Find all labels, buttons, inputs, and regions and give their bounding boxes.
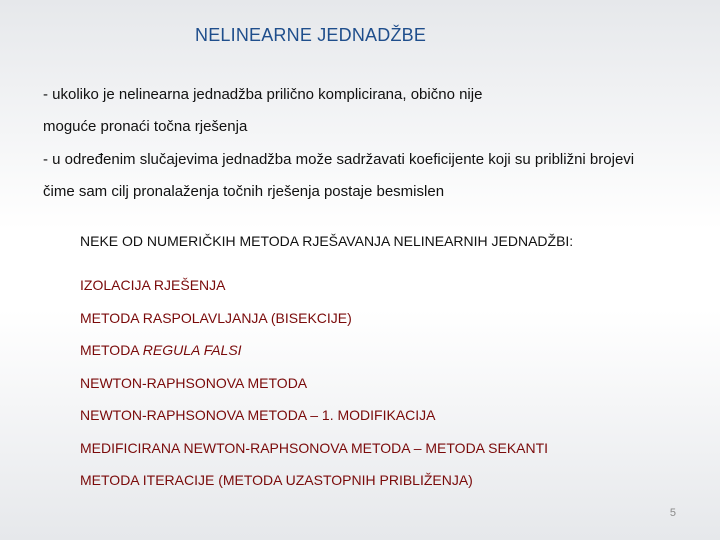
intro-line-1: - ukoliko je nelinearna jednadžba prilično komplicirana, obično nije [43,86,483,103]
method-item-regula-falsi-italic: REGULA FALSI [142,342,242,358]
intro-line-3: - u određenim slučajevima jednadžba može sadržavati koeficijente koji su približni brojevi [43,151,635,168]
method-item-newton-raphson-modified: NEWTON-RAPHSONOVA METODA – 1. MODIFIKACIJA [80,407,436,423]
method-item-iteration: METODA ITERACIJE (METODA UZASTOPNIH PRIBLIŽENJA) [80,472,473,488]
method-item-regula-falsi [80,342,548,375]
method-item-newton-raphson: NEWTON-RAPHSONOVA METODA [80,374,308,391]
method-item-regula-falsi-prefix: METODA [80,342,143,358]
method-item-secant: MEDIFICIRANA NEWTON-RAPHSONOVA METODA – METODA SEKANTI [80,439,549,456]
method-item-bisection: METODA RASPOLAVLJANJA (BISEKCIJE) [80,309,352,326]
intro-line-4: čime sam cilj pronalaženja točnih rješenja postaje besmislen [43,183,445,200]
method-item-isolation: IZOLACIJA RJEŠENJA [80,277,226,293]
page-number: 5 [669,507,676,519]
slide-title: NELINEARNE JEDNADŽBE [195,25,427,45]
methods-heading: NEKE OD NUMERIČKIH METODA RJEŠAVANJA NELINEARNIH JEDNADŽBI: [80,233,574,249]
intro-line-2: moguće pronaći točna rješenja [43,118,248,135]
methods-list [80,277,548,505]
